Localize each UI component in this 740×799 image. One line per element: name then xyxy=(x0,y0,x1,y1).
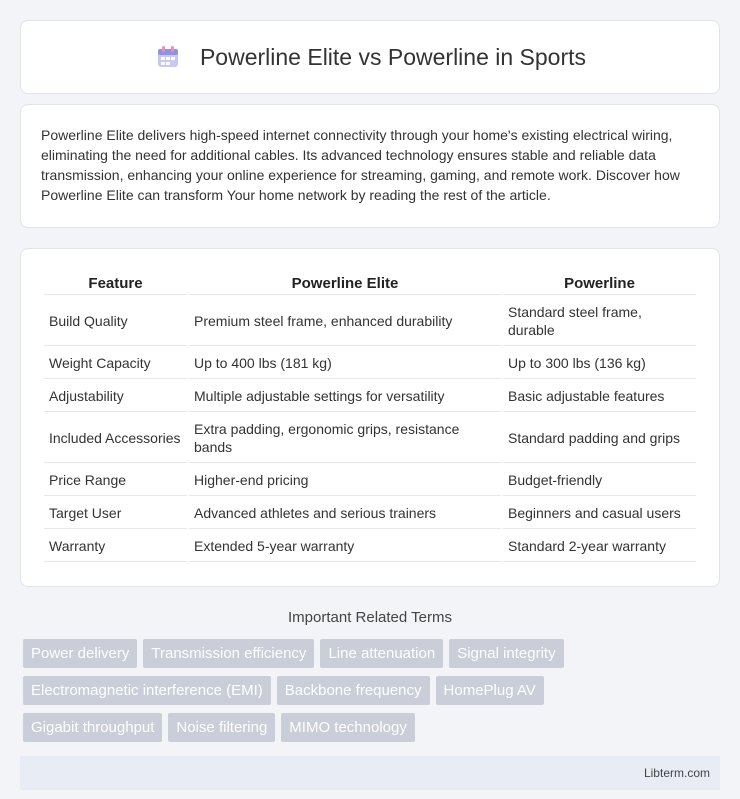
footer xyxy=(20,756,720,790)
header-feature: Feature xyxy=(44,271,187,295)
table-row xyxy=(44,531,696,562)
table-cell: Multiple adjustable settings for versatility xyxy=(189,381,501,412)
table-header-row xyxy=(44,271,696,295)
table-cell: Higher-end pricing xyxy=(189,465,501,496)
intro-card xyxy=(20,104,720,228)
table-row xyxy=(44,381,696,412)
table-row xyxy=(44,348,696,379)
table-cell: Basic adjustable features xyxy=(503,381,696,412)
table-row xyxy=(44,297,696,346)
table-cell: Standard steel frame, durable xyxy=(503,297,696,346)
table-cell: Extra padding, ergonomic grips, resistance bands xyxy=(189,414,501,463)
header-powerline: Powerline xyxy=(503,271,696,295)
related-term-tag[interactable]: MIMO technology xyxy=(281,713,415,742)
table-cell: Weight Capacity xyxy=(44,348,187,379)
related-term-tag[interactable]: Electromagnetic interference (EMI) xyxy=(23,676,271,705)
related-term-tag[interactable]: Transmission efficiency xyxy=(143,639,314,668)
table-cell: Beginners and casual users xyxy=(503,498,696,529)
table-cell: Advanced athletes and serious trainers xyxy=(189,498,501,529)
table-cell: Extended 5-year warranty xyxy=(189,531,501,562)
table-cell: Warranty xyxy=(44,531,187,562)
table-cell: Up to 400 lbs (181 kg) xyxy=(189,348,501,379)
related-term-tag[interactable]: Backbone frequency xyxy=(277,676,430,705)
table-cell: Build Quality xyxy=(44,297,187,346)
header-powerline-elite: Powerline Elite xyxy=(189,271,501,295)
table-row xyxy=(44,414,696,463)
related-term-tag[interactable]: Power delivery xyxy=(23,639,137,668)
header-card xyxy=(20,20,720,94)
related-term-tag[interactable]: Signal integrity xyxy=(449,639,563,668)
table-cell: Standard 2-year warranty xyxy=(503,531,696,562)
intro-text: Powerline Elite delivers high-speed internet connectivity through your home's existing electrical wiring, eliminating the need for additional cables. Its advanced technology ensures stable and reliable data transmission, enhancing your online experience for streaming, gaming, and remote work. Discover how Powerline Elite can transform Your home network by reading the rest of the article. xyxy=(41,127,680,203)
comparison-table xyxy=(42,269,698,564)
table-cell: Up to 300 lbs (136 kg) xyxy=(503,348,696,379)
calendar-icon xyxy=(154,43,182,71)
table-row xyxy=(44,465,696,496)
related-term-tag[interactable]: HomePlug AV xyxy=(436,676,544,705)
table-cell: Price Range xyxy=(44,465,187,496)
table-cell: Standard padding and grips xyxy=(503,414,696,463)
table-row xyxy=(44,498,696,529)
related-term-tag[interactable]: Line attenuation xyxy=(320,639,443,668)
page-title: Powerline Elite vs Powerline in Sports xyxy=(199,43,587,70)
table-cell: Adjustability xyxy=(44,381,187,412)
related-term-tag[interactable]: Gigabit throughput xyxy=(23,713,162,742)
table-cell: Budget-friendly xyxy=(503,465,696,496)
table-cell: Target User xyxy=(44,498,187,529)
table-cell: Premium steel frame, enhanced durability xyxy=(189,297,501,346)
comparison-card xyxy=(20,248,720,587)
related-terms-list xyxy=(20,639,620,742)
related-terms-title: Important Related Terms xyxy=(288,609,452,626)
table-cell: Included Accessories xyxy=(44,414,187,463)
related-term-tag[interactable]: Noise filtering xyxy=(168,713,275,742)
footer-site-link[interactable]: Libterm.com xyxy=(643,766,710,780)
